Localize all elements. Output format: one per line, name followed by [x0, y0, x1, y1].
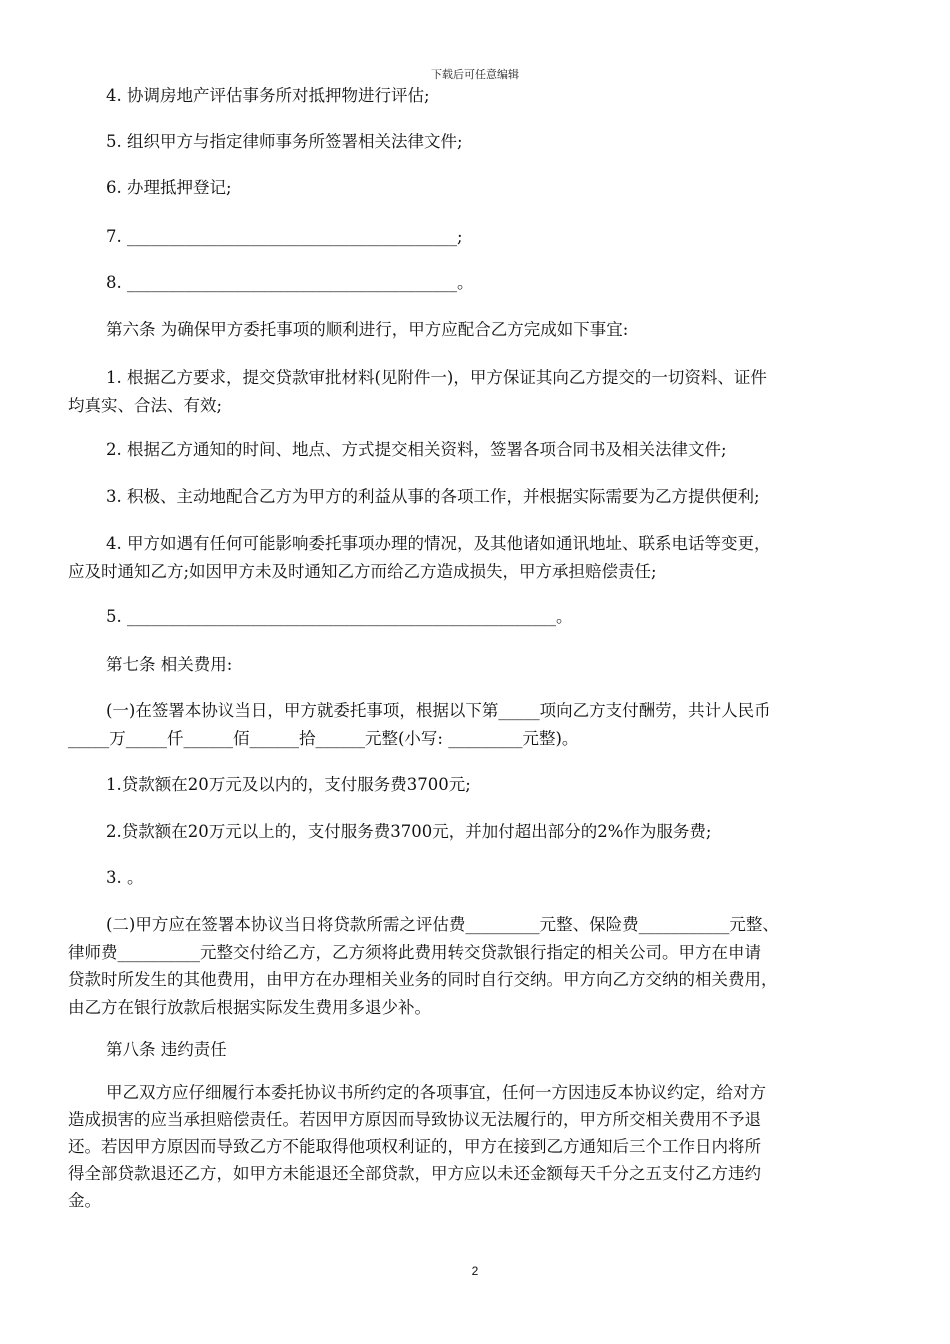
article-7-part-1-line-2: _____万_____仟______佰______拾______元整(小写: _________元整)。: [68, 729, 579, 748]
article-7-part-1-line-1: (一)在签署本协议当日，甲方就委托事项，根据以下第_____项向乙方支付酬劳，共计人民币: [106, 701, 771, 720]
article-8-body-line-4: 得全部贷款退还乙方，如甲方未能退还全部贷款，甲方应以未还金额每天千分之五支付乙方违约: [68, 1164, 761, 1183]
clause-item-6: 6. 办理抵押登记;: [106, 178, 232, 197]
article-7-part-2-line-4: 由乙方在银行放款后根据实际发生费用多退少补。: [68, 998, 431, 1017]
article-8-body-line-3: 还。若因甲方原因而导致乙方不能取得他项权利证的，甲方在接到乙方通知后三个工作日内将所: [68, 1137, 761, 1156]
clause-item-4: 4. 协调房地产评估事务所对抵押物进行评估;: [106, 86, 430, 105]
article-7-part-2-line-2: 律师费__________元整交付给乙方，乙方须将此费用转交贷款银行指定的相关公司。甲方在申请: [68, 943, 761, 962]
article-7-part-2-line-3: 贷款时所发生的其他费用，由甲方在办理相关业务的同时自行交纳。甲方向乙方交纳的相关费用，: [68, 970, 778, 989]
article-6-item-1-line-2: 均真实、合法、有效;: [68, 396, 223, 415]
article-6-item-4-line-2: 应及时通知乙方;如因甲方未及时通知乙方而给乙方造成损失，甲方承担赔偿责任;: [68, 562, 657, 581]
article-6-item-3: 3. 积极、主动地配合乙方为甲方的利益从事的各项工作，并根据实际需要为乙方提供便利;: [106, 487, 760, 506]
article-8-body-line-2: 造成损害的应当承担赔偿责任。若因甲方原因而导致协议无法履行的，甲方所交相关费用不予退: [68, 1110, 761, 1129]
clause-item-7: 7. ________________________________________;: [106, 227, 463, 246]
article-7-fee-item-3: 3. 。: [106, 868, 144, 887]
article-6-item-5: 5. ____________________________________________________。: [106, 607, 573, 626]
article-7-fee-item-2: 2.贷款额在20万元以上的，支付服务费3700元，并加付超出部分的2%作为服务费;: [106, 822, 712, 841]
article-8-body-line-1: 甲乙双方应仔细履行本委托协议书所约定的各项事宜，任何一方因违反本协议约定，给对方: [106, 1083, 766, 1102]
article-6-item-1-line-1: 1. 根据乙方要求，提交贷款审批材料(见附件一)，甲方保证其向乙方提交的一切资料、证件: [106, 368, 767, 387]
article-8-body-line-5: 金。: [68, 1191, 101, 1210]
article-7-fee-item-1: 1.贷款额在20万元及以内的，支付服务费3700元;: [106, 775, 471, 794]
article-6-item-4-line-1: 4. 甲方如遇有任何可能影响委托事项办理的情况，及其他诸如通讯地址、联系电话等变更，: [106, 534, 771, 553]
article-6-item-2: 2. 根据乙方通知的时间、地点、方式提交相关资料，签署各项合同书及相关法律文件;: [106, 440, 727, 459]
clause-item-8: 8. ________________________________________。: [106, 273, 474, 292]
page-number: 2: [471, 1264, 479, 1278]
article-7-heading: 第七条 相关费用:: [106, 655, 233, 674]
clause-item-5: 5. 组织甲方与指定律师事务所签署相关法律文件;: [106, 132, 463, 151]
article-7-part-2-line-1: (二)甲方应在签署本协议当日将贷款所需之评估费_________元整、保险费___________元整、: [106, 915, 779, 934]
article-8-heading: 第八条 违约责任: [106, 1040, 227, 1059]
header-note: 下载后可任意编辑: [431, 68, 519, 81]
article-6-heading: 第六条 为确保甲方委托事项的顺利进行，甲方应配合乙方完成如下事宜:: [106, 320, 629, 339]
